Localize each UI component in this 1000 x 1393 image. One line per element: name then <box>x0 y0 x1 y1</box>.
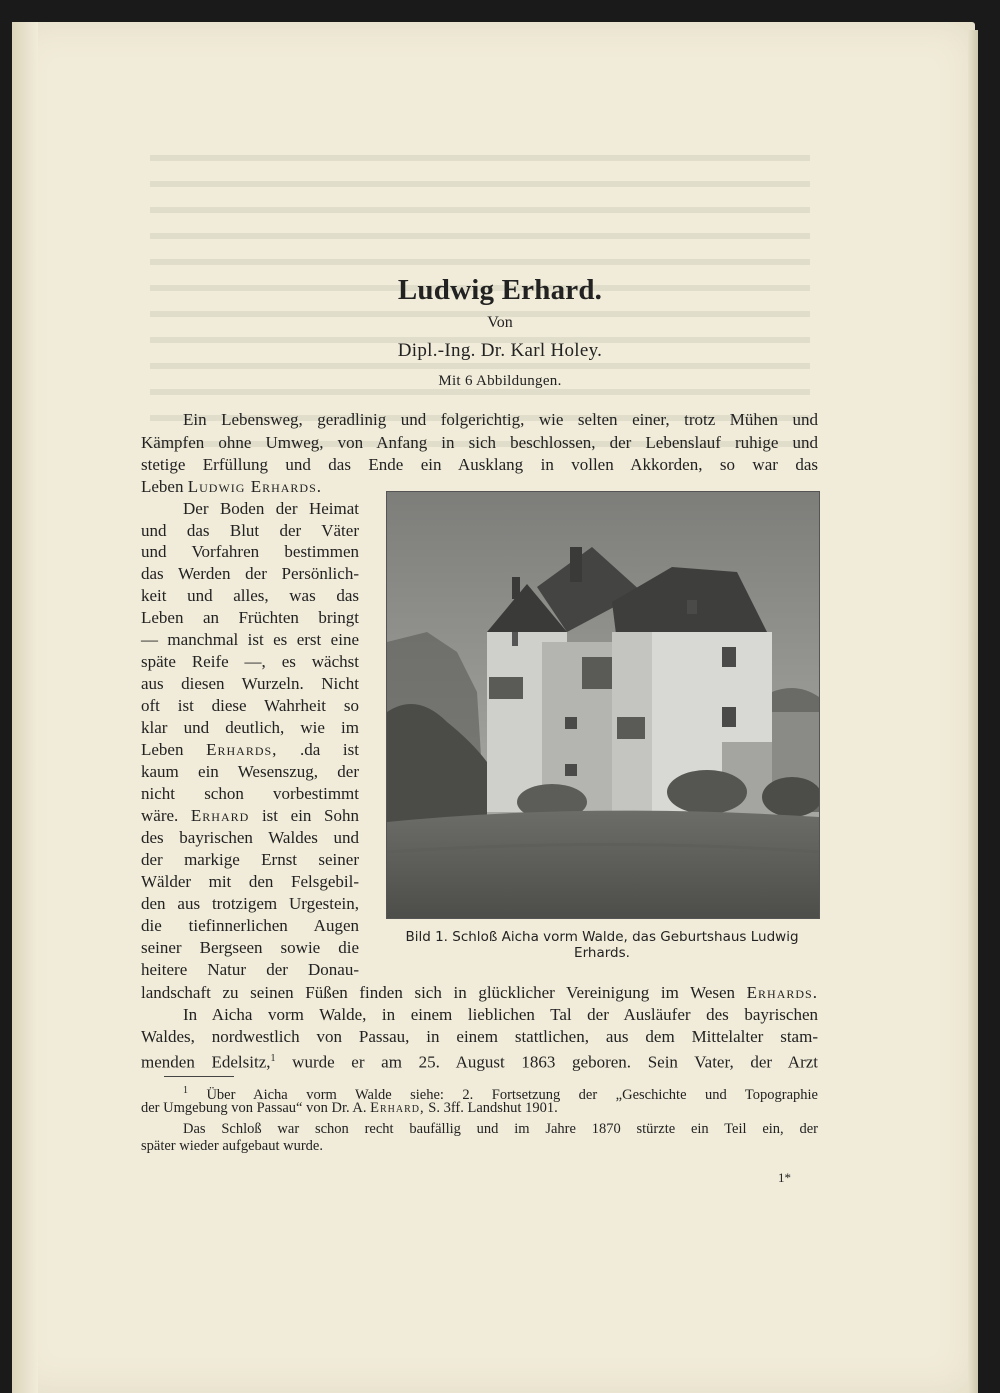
body-line: stetige Erfüllung und das Ende ein Ausklang in vollen Akkorden, so war das <box>141 455 818 474</box>
footnote-rule <box>164 1076 234 1077</box>
body-line: den aus trotzigem Urgestein, <box>141 894 359 913</box>
body-line: — manchmal ist es erst eine <box>141 630 359 649</box>
castle-photo <box>386 491 820 919</box>
body-text: landschaft zu seinen Füßen finden sich in glücklicher Vereinigung im Wesen <box>141 983 736 1002</box>
body-line: und Vorfahren bestimmen <box>141 542 359 561</box>
castle-photo-drawing <box>387 492 819 918</box>
article-title: Ludwig Erhard. <box>397 274 603 306</box>
body-line <box>141 739 359 761</box>
body-line <box>141 1048 818 1074</box>
author-name: Dipl.-Ing. Dr. Karl Holey. <box>397 340 603 361</box>
body-line: aus diesen Wurzeln. Nicht <box>141 674 359 693</box>
person-name: Erhard, <box>370 1100 425 1116</box>
body-line: Kämpfen ohne Umweg, von Anfang in sich beschlossen, der Lebenslauf ruhige und <box>141 433 818 452</box>
body-line: klar und deutlich, wie im <box>141 718 359 737</box>
body-line: der markige Ernst seiner <box>141 850 359 869</box>
body-line: keit und alles, was das <box>141 586 359 605</box>
person-name: Erhards. <box>746 983 818 1002</box>
page-gutter <box>12 22 38 1393</box>
figure-caption: Bild 1. Schloß Aicha vorm Walde, das Geburtshaus Ludwig Erhards. <box>405 929 799 961</box>
body-line: Waldes, nordwestlich von Passau, in einem stattlichen, aus dem Mittelalter stam- <box>141 1027 818 1046</box>
body-line: seiner Bergseen sowie die <box>141 938 359 957</box>
body-text: wäre. <box>141 806 179 825</box>
body-line: Ein Lebensweg, geradlinig und folgerichtig, wie selten einer, trotz Mühen und <box>183 410 818 429</box>
body-line: heitere Natur der Donau- <box>141 960 359 979</box>
body-line: des bayrischen Waldes und <box>141 828 359 847</box>
body-line: späte Reife —, es wächst <box>141 652 359 671</box>
footnote-text: Über Aicha vorm Walde siehe: 2. Fortsetzung der „Geschichte und Topographie <box>188 1086 818 1103</box>
article-subtitle: Mit 6 Abbildungen. <box>438 373 562 389</box>
body-text: .da ist <box>300 740 359 759</box>
body-line: oft ist diese Wahrheit so <box>141 696 359 715</box>
body-text: menden Edelsitz, <box>141 1052 271 1072</box>
footnote-ref: 1 <box>270 1053 276 1064</box>
body-line: das Werden der Persönlich- <box>141 564 359 583</box>
footnote-line: später wieder aufgebaut wurde. <box>141 1138 323 1154</box>
page-signature: 1* <box>778 1170 791 1185</box>
body-line: Wälder mit den Felsgebil- <box>141 872 359 891</box>
body-line: Leben an Früchten bringt <box>141 608 359 627</box>
body-line: und das Blut der Väter <box>141 521 359 540</box>
body-line: nicht schon vorbestimmt <box>141 784 359 803</box>
body-line: kaum ein Wesenszug, der <box>141 762 359 781</box>
body-text: ist ein Sohn <box>261 806 360 825</box>
body-line: Der Boden der Heimat <box>183 499 359 518</box>
footnote-mark: 1 <box>183 1085 188 1096</box>
footnote-line: Das Schloß war schon recht baufällig und im Jahre 1870 stürzte ein Teil ein, der <box>183 1121 818 1137</box>
person-name: Erhard <box>190 806 250 825</box>
footnote-text: der Umgebung von Passau“ von Dr. A. <box>141 1100 367 1116</box>
body-line: die tiefinnerlichen Augen <box>141 916 359 935</box>
footnote-line <box>141 1100 818 1117</box>
footnote-text: S. 3ff. Landshut 1901. <box>424 1100 558 1116</box>
person-name: Ludwig Erhards. <box>187 477 323 496</box>
page-edge <box>968 30 978 1393</box>
body-text: wurde er am 25. August 1863 geboren. Sein Vater, der Arzt <box>275 1052 819 1072</box>
body-line: In Aicha vorm Walde, in einem lieblichen Tal der Ausläufer des bayrischen <box>183 1005 818 1024</box>
byline-prefix: Von <box>487 314 513 331</box>
body-line <box>141 805 359 827</box>
person-name: Erhards, <box>206 740 278 759</box>
body-line <box>141 982 818 1004</box>
body-text: Leben <box>141 477 184 496</box>
body-text: Leben <box>141 740 184 759</box>
